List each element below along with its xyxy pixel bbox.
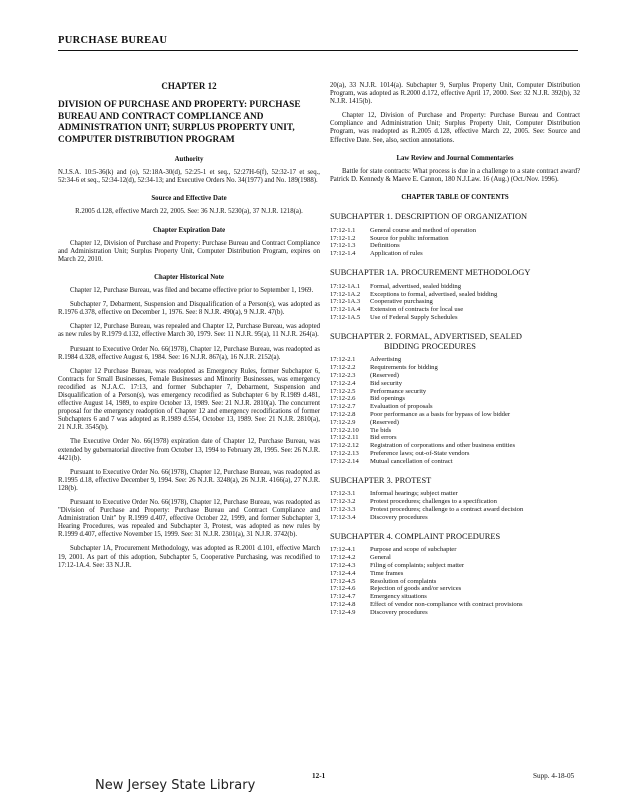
subchapter-heading bbox=[330, 268, 580, 278]
chapter-number: CHAPTER 12 bbox=[161, 81, 217, 91]
toc-entry bbox=[330, 250, 580, 258]
section-title: Source for public information bbox=[370, 234, 449, 242]
law-review-text: Battle for state contracts: What process is due in a challenge to a state contract award? Patrick D. Kennedy & Maeve E. Cannon, 180 N.J.Law. 16 (Aug.) (Oct./Nov. 1996). bbox=[330, 167, 580, 183]
section-title: Application of rules bbox=[370, 250, 423, 258]
section-title: Definitions bbox=[370, 242, 400, 250]
section-number: 17:12-1.4 bbox=[330, 250, 356, 258]
toc-entry bbox=[330, 314, 580, 322]
history-paragraph: Pursuant to Executive Order No. 66(1978), Chapter 12, Purchase Bureau, was readopted as R.1984 d.328, effective August 6, 1984. See: 16 N.J.R. 867(a), 16 N.J.R. 2152(a). bbox=[58, 345, 320, 361]
history-paragraph: Subchapter 1A, Procurement Methodology, was adopted as R.2001 d.101, effective March 19, 2001. As part of this adoption, Subchapter 5, Cooperative Purchasing, was recodified to 17:12-1A.4. See: 33 N.J.R. bbox=[58, 545, 320, 569]
section-title: Cooperative purchasing bbox=[370, 298, 433, 306]
section-title: Discovery procedures bbox=[370, 608, 428, 616]
section-title: Poor performance as a basis for bypass of low bidder bbox=[370, 410, 511, 418]
toc-entry bbox=[330, 442, 580, 450]
toc-entry bbox=[330, 411, 580, 419]
toc-entry bbox=[330, 380, 580, 388]
history-continued bbox=[330, 82, 580, 145]
section-title: Discovery procedures bbox=[370, 513, 428, 521]
section-title: Bid openings bbox=[370, 395, 405, 403]
header-rule bbox=[58, 50, 578, 51]
toc-entry bbox=[330, 434, 580, 442]
section-number: 17:12-2.14 bbox=[330, 457, 359, 465]
section-title: Advertising bbox=[370, 356, 402, 364]
subchapter-label-cont: BIDDING PROCEDURES bbox=[384, 341, 476, 351]
toc-entry bbox=[330, 609, 580, 617]
section-number: 17:12-4.4 bbox=[330, 569, 356, 577]
history-paragraph: Pursuant to Executive Order No. 66(1978), Chapter 12, Purchase Bureau, was readopted as "Division of Purchase and Property: Purchase Bureau and Contract Compliance and Administration Unit" by R.1999 d.407, effective October 22, 1999, and former Subchapter 3, Hearing Procedures, was repealed and Subchapter 3, Protest, was adopted as new rules by R.1999 d.407, effective November 15, 1999. See: 31 N.J.R. 2301(a), 31 N.J.R. 3742(b). bbox=[58, 499, 320, 539]
subchapter-heading bbox=[330, 332, 580, 352]
section-number: 17:12-4.6 bbox=[330, 585, 356, 593]
toc-entry bbox=[330, 562, 580, 570]
section-number: 17:12-2.11 bbox=[330, 434, 359, 442]
subchapter-heading bbox=[330, 212, 580, 222]
section-number: 17:12-2.3 bbox=[330, 371, 356, 379]
chapter-title: DIVISION OF PURCHASE AND PROPERTY: PURCHASE BUREAU AND CONTRACT COMPLIANCE AND ADMINISTRATION UNIT; SURPLUS PROPERTY UNIT, COMPUTER DISTRIBUTION PROGRAM bbox=[58, 100, 301, 145]
section-number: 17:12-2.6 bbox=[330, 395, 356, 403]
section-number: 17:12-4.7 bbox=[330, 593, 356, 601]
section-title: General bbox=[370, 554, 391, 562]
subchapter-label: SUBCHAPTER 2. FORMAL, ADVERTISED, SEALED bbox=[330, 331, 522, 341]
authority-text: N.J.S.A. 10:5-36(k) and (o), 52:18A-30(d), 52:25-1 et seq., 52:27H-6(f), 52:32-17 et seq., 52:34-6 et seq., 52:34-12(d), 52:34-13; and Executive Orders No. 34(1977) and No. 189(1988). bbox=[58, 169, 320, 185]
section-number: 17:12-1.2 bbox=[330, 234, 356, 242]
section-title: Evaluation of proposals bbox=[370, 403, 433, 411]
history-paragraph: Chapter 12, Division of Purchase and Property: Purchase Bureau and Contract Compliance and Administration Unit; Surplus Property Unit, Computer Distribution Program, was readopted as R.2005 d.128, effective March 22, 2005. See: Source and Effective Date. See, also, section annotations. bbox=[330, 112, 580, 144]
section-number: 17:12-2.7 bbox=[330, 403, 356, 411]
section-number: 17:12-1A.1 bbox=[330, 282, 361, 290]
section-title: Protest procedures; challenges to a specification bbox=[370, 498, 497, 506]
section-number: 17:12-2.1 bbox=[330, 356, 356, 364]
toc-entry bbox=[330, 283, 580, 291]
section-number: 17:12-4.8 bbox=[330, 600, 356, 608]
toc-entry bbox=[330, 514, 580, 522]
table-of-contents bbox=[330, 212, 580, 616]
toc-entry bbox=[330, 235, 580, 243]
section-title: Resolution of complaints bbox=[370, 577, 437, 585]
history-paragraph: Pursuant to Executive Order No. 66(1978), Chapter 12, Purchase Bureau, was readopted as R.1995 d.18, effective December 9, 1994. See: 26 N.J.R. 3248(a), 26 N.J.R. 4166(a), 27 N.J.R. 128(b). bbox=[58, 468, 320, 492]
toc-entry bbox=[330, 601, 580, 609]
history-paragraph: Chapter 12 Purchase Bureau, was readopted as Emergency Rules, former Subchapter 6, Contracts for Small Businesses, Female Businesses and Minority Businesses, was emergency recodified as N.J.A.C. 17:13, and former Subchapter 7, Debarment, Suspension and Disqualification of a Person(s), was emergency recodified as Subchapter 6 by R.1989 d.481, effective August 14, 1989, to expire October 13, 1989. See: 21 N.J.R. 2810(a). The concurrent proposal for the emergency readoption of Chapter 12 and emergency recodifications of former Subchapters 6 and 7 was adopted as R.1989 d.554, October 13, 1989. See: 21 N.J.R. 2810(a), 21 N.J.R. 3545(b). bbox=[58, 367, 320, 432]
section-title: Emergency situations bbox=[370, 593, 427, 601]
section-number: 17:12-4.9 bbox=[330, 608, 356, 616]
section-number: 17:12-3.2 bbox=[330, 498, 356, 506]
section-title: Registration of corporations and other business entities bbox=[370, 442, 516, 450]
section-number: 17:12-1.1 bbox=[330, 226, 356, 234]
section-title: Bid errors bbox=[370, 434, 397, 442]
toc-entry bbox=[330, 427, 580, 435]
toc-entry bbox=[330, 364, 580, 372]
library-stamp: New Jersey State Library bbox=[95, 778, 256, 793]
toc-entry bbox=[330, 593, 580, 601]
section-number: 17:12-2.9 bbox=[330, 418, 356, 426]
history-notes bbox=[58, 287, 320, 570]
toc-entry bbox=[330, 298, 580, 306]
toc-entry bbox=[330, 546, 580, 554]
section-number: 17:12-2.10 bbox=[330, 426, 359, 434]
toc-entry bbox=[330, 227, 580, 235]
subchapter-label: SUBCHAPTER 1. DESCRIPTION OF ORGANIZATION bbox=[330, 212, 528, 222]
toc-entry bbox=[330, 498, 580, 506]
history-paragraph: 20(a), 33 N.J.R. 1014(a). Subchapter 9, Surplus Property Unit, Computer Distribution Program, was adopted as R.2000 d.172, effective April 17, 2000. See: 32 N.J.R. 392(b), 32 N.J.R. 1415(b). bbox=[330, 82, 580, 106]
supplement-date: Supp. 4-18-05 bbox=[533, 772, 575, 780]
toc-entry bbox=[330, 356, 580, 364]
toc-entry bbox=[330, 419, 580, 427]
right-column bbox=[330, 82, 580, 617]
section-title: Tie bids bbox=[370, 426, 392, 434]
toc-entry bbox=[330, 403, 580, 411]
section-number: 17:12-4.1 bbox=[330, 546, 356, 554]
section-number: 17:12-1A.2 bbox=[330, 290, 361, 298]
section-title: Filing of complaints; subject matter bbox=[370, 561, 465, 569]
section-number: 17:12-4.5 bbox=[330, 577, 356, 585]
section-title: Rejection of goods and/or services bbox=[370, 585, 462, 593]
section-title: Preference laws; out-of-State vendors bbox=[370, 449, 470, 457]
section-title: Extension of contracts for local use bbox=[370, 306, 464, 314]
section-title: Requirements for bidding bbox=[370, 364, 438, 372]
toc-entry bbox=[330, 242, 580, 250]
source-text: R.2005 d.128, effective March 22, 2005. See: 36 N.J.R. 5230(a), 37 N.J.R. 1218(a). bbox=[75, 208, 303, 216]
history-heading: Chapter Historical Note bbox=[154, 273, 224, 281]
history-paragraph: The Executive Order No. 66(1978) expiration date of Chapter 12, Purchase Bureau, was extended by gubernatorial directive from October 13, 1994 to February 28, 1995. See: 26 N.J.R. 4421(b). bbox=[58, 438, 320, 462]
section-title: Purpose and scope of subchapter bbox=[370, 546, 457, 554]
section-title: General course and method of operation bbox=[370, 226, 477, 234]
section-title: Performance security bbox=[370, 387, 427, 395]
expiration-text: Chapter 12, Division of Purchase and Property: Purchase Bureau and Contract Compliance and Administration Unit; Surplus Property Unit, Computer Distribution Program, expires on March 22, 2010. bbox=[58, 239, 320, 263]
toc-entry bbox=[330, 578, 580, 586]
section-number: 17:12-2.8 bbox=[330, 410, 356, 418]
section-number: 17:12-2.12 bbox=[330, 442, 359, 450]
section-number: 17:12-3.3 bbox=[330, 505, 356, 513]
section-number: 17:12-4.3 bbox=[330, 561, 356, 569]
section-title: (Reserved) bbox=[370, 418, 399, 426]
section-number: 17:12-2.13 bbox=[330, 449, 359, 457]
history-paragraph: Chapter 12, Purchase Bureau, was filed and became effective prior to September 1, 1969. bbox=[70, 287, 314, 295]
section-number: 17:12-1A.4 bbox=[330, 306, 361, 314]
section-title: Use of Federal Supply Schedules bbox=[370, 314, 458, 321]
law-review-heading: Law Review and Journal Commentaries bbox=[396, 154, 514, 162]
toc-entry bbox=[330, 388, 580, 396]
section-title: Bid security bbox=[370, 379, 403, 387]
section-number: 17:12-4.2 bbox=[330, 554, 356, 562]
toc-entry bbox=[330, 554, 580, 562]
section-number: 17:12-1A.3 bbox=[330, 298, 361, 306]
section-title: Effect of vendor non-compliance with contract provisions bbox=[370, 600, 523, 608]
section-number: 17:12-1A.5 bbox=[330, 314, 361, 321]
toc-entry bbox=[330, 306, 580, 314]
toc-heading: CHAPTER TABLE OF CONTENTS bbox=[401, 193, 509, 201]
section-number: 17:12-2.5 bbox=[330, 387, 356, 395]
history-paragraph: Subchapter 7, Debarment, Suspension and Disqualification of a Person(s), was adopted as R.1976 d.378, effective on December 1, 1976. See: 8 N.J.R. 490(a), 9 N.J.R. 47(b). bbox=[58, 301, 320, 317]
section-title: Mutual cancellation of contract bbox=[370, 457, 453, 465]
subchapter-heading bbox=[330, 476, 580, 486]
source-heading: Source and Effective Date bbox=[151, 195, 227, 203]
section-title: Exceptions to formal, advertised, sealed bidding bbox=[370, 290, 498, 298]
subchapter-heading bbox=[330, 532, 580, 542]
subchapter-label: SUBCHAPTER 1A. PROCUREMENT METHODOLOGY bbox=[330, 268, 531, 278]
toc-entry bbox=[330, 458, 580, 466]
running-header: PURCHASE BUREAU bbox=[58, 35, 168, 46]
section-title: Protest procedures; challenge to a contract award decision bbox=[370, 505, 524, 513]
page-number: 12-1 bbox=[312, 772, 326, 780]
subchapter-label: SUBCHAPTER 3. PROTEST bbox=[330, 475, 432, 485]
section-title: Informal hearings; subject matter bbox=[370, 490, 458, 498]
toc-entry bbox=[330, 490, 580, 498]
section-number: 17:12-3.4 bbox=[330, 513, 356, 521]
section-number: 17:12-1.3 bbox=[330, 242, 356, 250]
expiration-heading: Chapter Expiration Date bbox=[152, 226, 226, 234]
toc-entry bbox=[330, 570, 580, 578]
section-number: 17:12-2.4 bbox=[330, 379, 356, 387]
toc-entry bbox=[330, 395, 580, 403]
section-title: (Reserved) bbox=[370, 371, 399, 379]
section-number: 17:12-2.2 bbox=[330, 364, 356, 372]
section-number: 17:12-3.1 bbox=[330, 490, 356, 498]
section-title: Formal, advertised, sealed bidding bbox=[370, 282, 462, 290]
authority-heading: Authority bbox=[174, 156, 204, 164]
section-title: Time frames bbox=[370, 569, 404, 577]
subchapter-label: SUBCHAPTER 4. COMPLAINT PROCEDURES bbox=[330, 531, 501, 541]
toc-entry bbox=[330, 291, 580, 299]
left-column bbox=[58, 82, 320, 576]
toc-entry bbox=[330, 506, 580, 514]
toc-entry bbox=[330, 450, 580, 458]
toc-entry bbox=[330, 585, 580, 593]
history-paragraph: Chapter 12, Purchase Bureau, was repealed and Chapter 12, Purchase Bureau, was adopted as new rules by R.1979 d.132, effective March 30, 1979. See: 11 N.J.R. 95(a), 11 N.J.R. 264(a). bbox=[58, 323, 320, 339]
toc-entry bbox=[330, 372, 580, 380]
